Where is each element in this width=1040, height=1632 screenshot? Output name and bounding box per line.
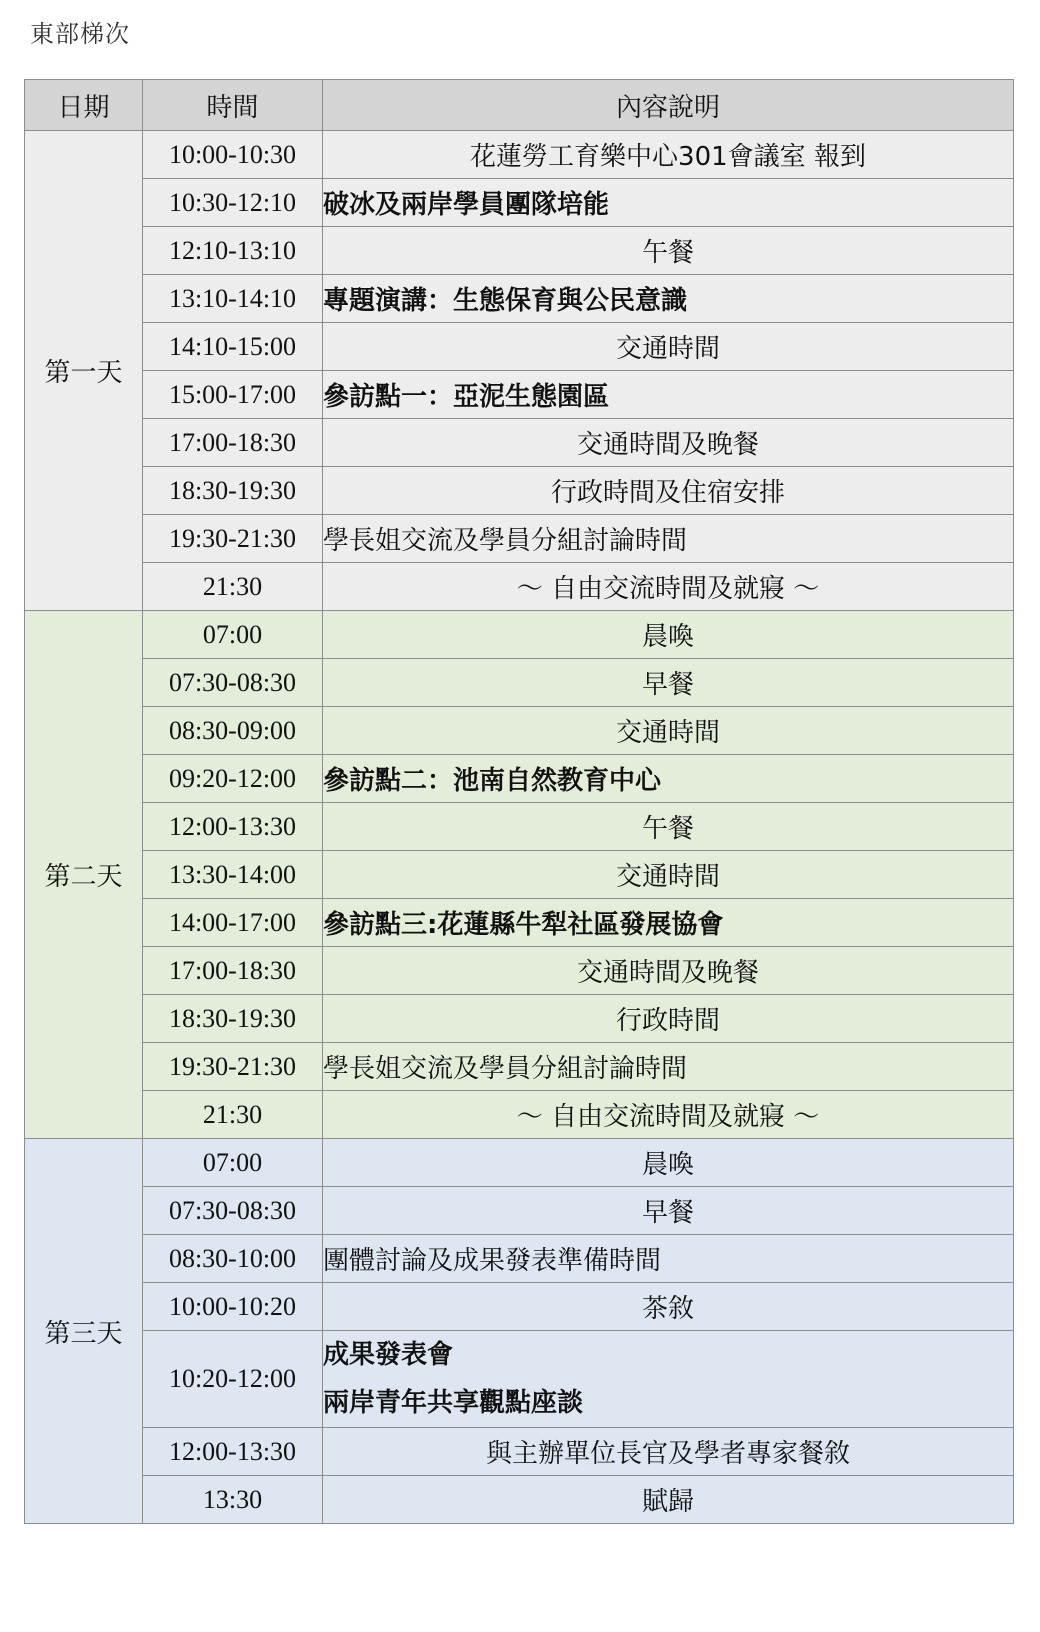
table-row bbox=[25, 131, 1014, 179]
table-row bbox=[25, 899, 1014, 947]
table-row bbox=[25, 707, 1014, 755]
table-row bbox=[25, 803, 1014, 851]
table-row bbox=[25, 1043, 1014, 1091]
table-row bbox=[25, 1428, 1014, 1476]
table-row bbox=[25, 1187, 1014, 1235]
content-cell: 行政時間及住宿安排 bbox=[323, 467, 1014, 515]
header-time: 時間 bbox=[143, 80, 323, 131]
time-cell: 17:00-18:30 bbox=[143, 419, 323, 467]
table-row bbox=[25, 1091, 1014, 1139]
content-cell: 交通時間 bbox=[323, 323, 1014, 371]
content-cell: 賦歸 bbox=[323, 1476, 1014, 1524]
table-row bbox=[25, 1283, 1014, 1331]
day-label: 第一天 bbox=[25, 131, 143, 611]
content-cell: 早餐 bbox=[323, 1187, 1014, 1235]
content-cell: 花蓮勞工育樂中心301會議室 報到 bbox=[323, 131, 1014, 179]
table-row bbox=[25, 947, 1014, 995]
time-cell: 10:20-12:00 bbox=[143, 1331, 323, 1428]
time-cell: 15:00-17:00 bbox=[143, 371, 323, 419]
table-row bbox=[25, 179, 1014, 227]
content-cell: 參訪點三:花蓮縣牛犁社區發展協會 bbox=[323, 899, 1014, 947]
content-cell: 學長姐交流及學員分組討論時間 bbox=[323, 515, 1014, 563]
schedule-body bbox=[25, 131, 1014, 1524]
time-cell: 13:30 bbox=[143, 1476, 323, 1524]
content-cell: 晨喚 bbox=[323, 1139, 1014, 1187]
table-row bbox=[25, 515, 1014, 563]
time-cell: 10:00-10:30 bbox=[143, 131, 323, 179]
table-row bbox=[25, 467, 1014, 515]
time-cell: 08:30-09:00 bbox=[143, 707, 323, 755]
table-row bbox=[25, 563, 1014, 611]
time-cell: 18:30-19:30 bbox=[143, 467, 323, 515]
time-cell: 14:10-15:00 bbox=[143, 323, 323, 371]
content-cell: ～ 自由交流時間及就寢 ～ bbox=[323, 563, 1014, 611]
content-cell: 午餐 bbox=[323, 227, 1014, 275]
content-cell: 早餐 bbox=[323, 659, 1014, 707]
content-cell: 茶敘 bbox=[323, 1283, 1014, 1331]
table-header-row bbox=[25, 80, 1014, 131]
time-cell: 07:00 bbox=[143, 611, 323, 659]
content-cell bbox=[323, 1331, 1014, 1428]
content-line: 兩岸青年共享觀點座談 bbox=[323, 1388, 584, 1418]
content-cell: ～ 自由交流時間及就寢 ～ bbox=[323, 1091, 1014, 1139]
table-row bbox=[25, 419, 1014, 467]
content-cell: 參訪點二：池南自然教育中心 bbox=[323, 755, 1014, 803]
table-row bbox=[25, 275, 1014, 323]
time-cell: 21:30 bbox=[143, 1091, 323, 1139]
content-cell: 晨喚 bbox=[323, 611, 1014, 659]
table-row bbox=[25, 323, 1014, 371]
time-cell: 21:30 bbox=[143, 563, 323, 611]
table-row bbox=[25, 371, 1014, 419]
time-cell: 07:00 bbox=[143, 1139, 323, 1187]
day-label: 第三天 bbox=[25, 1139, 143, 1524]
time-cell: 08:30-10:00 bbox=[143, 1235, 323, 1283]
table-row bbox=[25, 1139, 1014, 1187]
page-title: 東部梯次 bbox=[30, 20, 130, 48]
content-cell: 交通時間及晚餐 bbox=[323, 419, 1014, 467]
time-cell: 07:30-08:30 bbox=[143, 1187, 323, 1235]
day-label: 第二天 bbox=[25, 611, 143, 1139]
content-cell: 學長姐交流及學員分組討論時間 bbox=[323, 1043, 1014, 1091]
table-row bbox=[25, 659, 1014, 707]
content-cell: 參訪點一：亞泥生態園區 bbox=[323, 371, 1014, 419]
schedule-table bbox=[24, 79, 1014, 1524]
table-row bbox=[25, 995, 1014, 1043]
table-row bbox=[25, 755, 1014, 803]
table-row bbox=[25, 1331, 1014, 1428]
header-content: 內容說明 bbox=[323, 80, 1014, 131]
content-cell: 行政時間 bbox=[323, 995, 1014, 1043]
time-cell: 17:00-18:30 bbox=[143, 947, 323, 995]
time-cell: 12:00-13:30 bbox=[143, 1428, 323, 1476]
time-cell: 10:00-10:20 bbox=[143, 1283, 323, 1331]
time-cell: 12:10-13:10 bbox=[143, 227, 323, 275]
content-cell: 破冰及兩岸學員團隊培能 bbox=[323, 179, 1014, 227]
content-cell: 交通時間 bbox=[323, 707, 1014, 755]
time-cell: 12:00-13:30 bbox=[143, 803, 323, 851]
table-row bbox=[25, 1235, 1014, 1283]
header-date: 日期 bbox=[25, 80, 143, 131]
content-cell: 午餐 bbox=[323, 803, 1014, 851]
time-cell: 14:00-17:00 bbox=[143, 899, 323, 947]
table-row bbox=[25, 851, 1014, 899]
time-cell: 09:20-12:00 bbox=[143, 755, 323, 803]
time-cell: 19:30-21:30 bbox=[143, 515, 323, 563]
table-row bbox=[25, 611, 1014, 659]
time-cell: 13:10-14:10 bbox=[143, 275, 323, 323]
table-row bbox=[25, 227, 1014, 275]
time-cell: 18:30-19:30 bbox=[143, 995, 323, 1043]
content-line: 成果發表會 bbox=[323, 1340, 454, 1370]
time-cell: 07:30-08:30 bbox=[143, 659, 323, 707]
time-cell: 10:30-12:10 bbox=[143, 179, 323, 227]
content-cell: 交通時間 bbox=[323, 851, 1014, 899]
content-cell: 與主辦單位長官及學者專家餐敘 bbox=[323, 1428, 1014, 1476]
content-cell: 交通時間及晚餐 bbox=[323, 947, 1014, 995]
content-cell: 專題演講：生態保育與公民意識 bbox=[323, 275, 1014, 323]
time-cell: 19:30-21:30 bbox=[143, 1043, 323, 1091]
time-cell: 13:30-14:00 bbox=[143, 851, 323, 899]
content-cell: 團體討論及成果發表準備時間 bbox=[323, 1235, 1014, 1283]
table-row bbox=[25, 1476, 1014, 1524]
